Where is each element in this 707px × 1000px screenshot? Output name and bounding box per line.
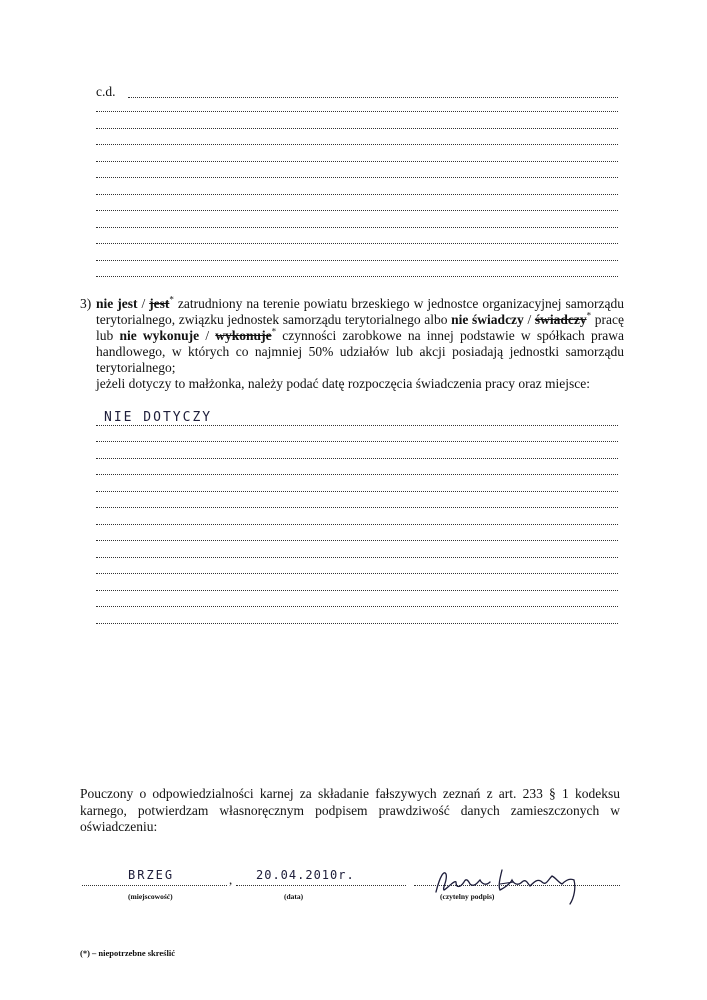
dotted-line	[96, 605, 618, 607]
option-providing-struck: świadczy	[534, 312, 587, 327]
option-employed-struck: jest	[149, 296, 170, 311]
option-performing-struck: wykonuje	[215, 328, 272, 343]
handwritten-answer: NIE DOTYCZY	[104, 410, 213, 425]
paragraph-text: czynności zarobkowe na innej podstawie w spółkach prawa handlowego, w których co najmniej 50% udziałów lub akcji posiadają jednostki samorządu terytorialnego;	[96, 328, 624, 375]
paragraph-text: pracę lub	[96, 312, 624, 343]
continuation-label: c.d.	[96, 84, 116, 99]
footnote: (*) – niepotrzebne skreślić	[80, 948, 175, 958]
dotted-line	[96, 242, 618, 244]
dotted-line	[96, 259, 618, 261]
dotted-line	[96, 523, 618, 525]
instruction-text: jeżeli dotyczy to małżonka, należy podać datę rozpoczęcia świadczenia pracy oraz miejsce:	[96, 376, 590, 391]
dotted-line	[96, 226, 618, 228]
section-3-body	[96, 296, 624, 392]
section-number: 3)	[80, 296, 92, 311]
dotted-line	[96, 176, 618, 178]
option-not-performing: nie wykonuje	[119, 328, 200, 343]
dotted-line	[96, 275, 618, 277]
paragraph-text: zatrudniony na terenie powiatu brzeskiego w jednostce organizacyjnej samorządu terytorialnego, związku jednostek samorządu terytorialnego albo	[96, 296, 624, 327]
place-handwritten: BRZEG	[128, 868, 175, 882]
place-caption: (miejscowość)	[128, 892, 173, 901]
dotted-line	[96, 457, 618, 459]
asterisk-mark: *	[271, 326, 277, 337]
dotted-line	[96, 622, 618, 624]
dotted-line	[96, 473, 618, 475]
dotted-line	[96, 193, 618, 195]
separator: /	[137, 296, 150, 311]
dotted-line	[96, 539, 618, 541]
asterisk-mark: *	[586, 310, 592, 321]
dotted-line	[96, 160, 618, 162]
dotted-line	[96, 440, 618, 442]
dotted-line	[96, 110, 618, 112]
asterisk-mark: *	[169, 294, 174, 305]
dotted-line	[96, 572, 618, 574]
dotted-line	[128, 96, 618, 98]
separator: /	[199, 328, 216, 343]
signature-caption: (czytelny podpis)	[440, 892, 495, 901]
separator: /	[523, 312, 535, 327]
date-line	[236, 884, 406, 886]
date-caption: (data)	[284, 892, 304, 901]
dotted-line	[96, 506, 618, 508]
dotted-line	[96, 589, 618, 591]
dotted-line	[96, 490, 618, 492]
place-line	[82, 884, 227, 886]
dotted-line	[96, 143, 618, 145]
dotted-line	[96, 209, 618, 211]
date-handwritten: 20.04.2010r.	[256, 868, 355, 882]
dotted-line	[96, 556, 618, 558]
option-not-providing: nie świadczy	[451, 312, 524, 327]
dotted-line	[96, 127, 618, 129]
option-not-employed: nie jest	[96, 296, 138, 311]
liability-statement: Pouczony o odpowiedzialności karnej za składanie fałszywych zeznań z art. 233 § 1 kodeksu karnego, potwierdzam własnoręcznym podpisem prawdziwość danych zamieszczonych w oświadczeniu:	[80, 786, 620, 834]
comma: ,	[229, 872, 233, 887]
section-3-paragraph	[80, 296, 624, 392]
dotted-line	[96, 424, 618, 426]
